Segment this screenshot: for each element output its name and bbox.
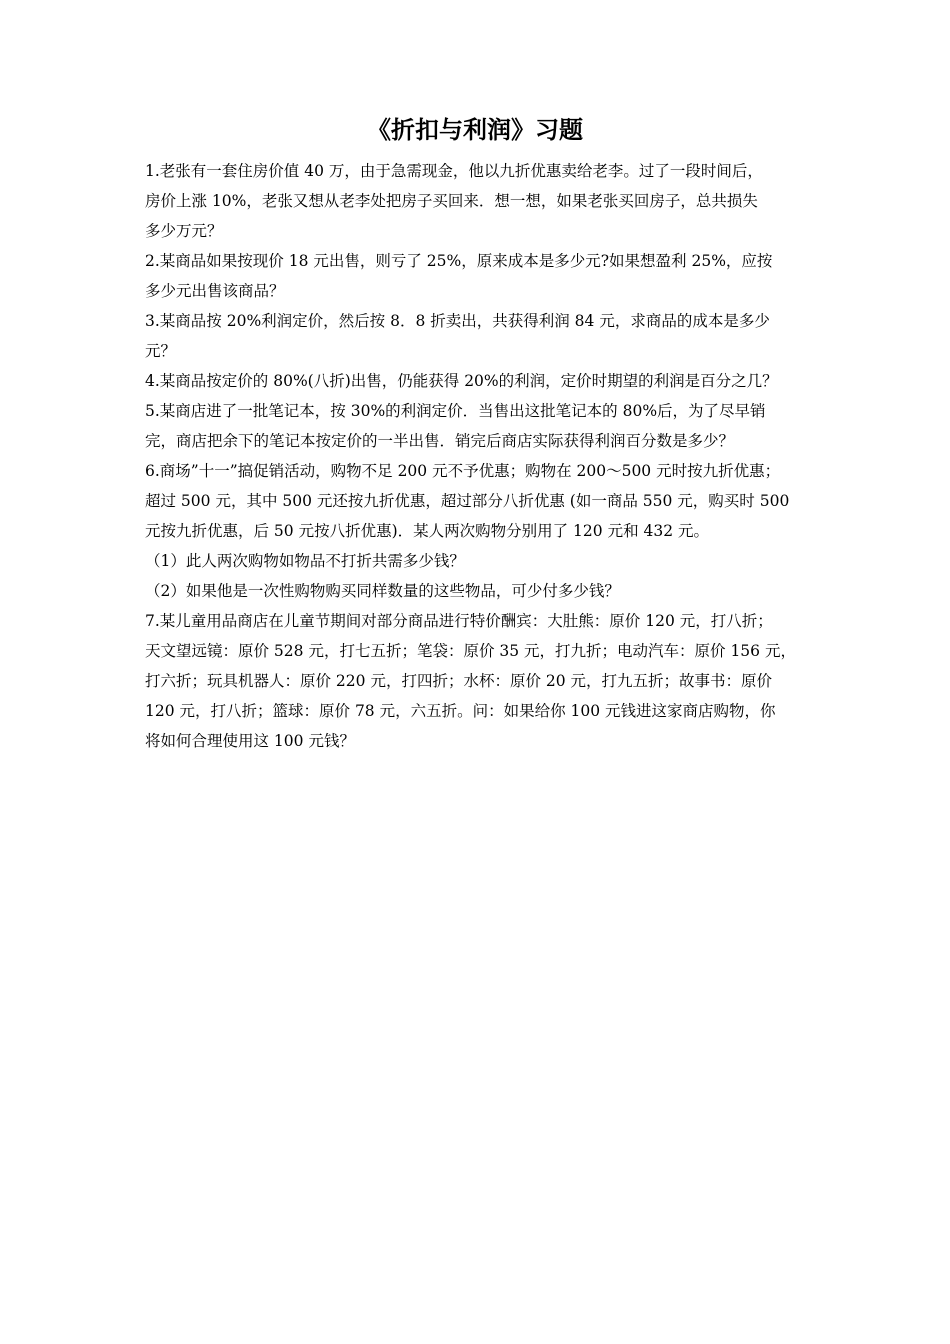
text-line: 5.某商店进了一批笔记本，按 30%的利润定价．当售出这批笔记本的 80%后，为了尽早销 [145,402,766,420]
text-line: 元按九折优惠，后 50 元按八折优惠)．某人两次购物分别用了 120 元和 432 元。 [145,522,710,540]
text-line: 将如何合理使用这 100 元钱？ [145,732,355,750]
page-title: 《折扣与利润》习题 [367,115,583,144]
text-line: （2）如果他是一次性购物购买同样数量的这些物品，可少付多少钱？ [145,582,620,600]
text-line: 2.某商品如果按现价 18 元出售，则亏了 25%，原来成本是多少元?如果想盈利 25%，应按 [145,252,773,270]
text-line: 4.某商品按定价的 80%(八折)出售，仍能获得 20%的利润，定价时期望的利润是百分之几？ [145,372,778,390]
text-line: 多少元出售该商品？ [145,282,285,300]
text-line: （1）此人两次购物如物品不打折共需多少钱？ [145,552,465,570]
text-line: 3.某商品按 20%利润定价，然后按 8．8 折卖出，共获得利润 84 元，求商品的成本是多少 [145,312,770,330]
text-line: 1.老张有一套住房价值 40 万，由于急需现金，他以九折优惠卖给老李。过了一段时间后， [145,162,763,180]
exercise-body [145,156,815,756]
text-line: 房价上涨 10%，老张又想从老李处把房子买回来．想一想，如果老张买回房子，总共损失 [145,192,758,210]
text-line: 天文望远镜：原价 528 元，打七五折；笔袋：原价 35 元，打九折；电动汽车：原价 156 元， [145,642,796,660]
text-line: 完，商店把余下的笔记本按定价的一半出售．销完后商店实际获得利润百分数是多少？ [145,432,735,450]
text-line: 超过 500 元，其中 500 元还按九折优惠，超过部分八折优惠 (如一商品 550 元，购买时 500 [145,492,790,510]
text-line: 7.某儿童用品商店在儿童节期间对部分商品进行特价酬宾：大肚熊：原价 120 元，打八折； [145,612,773,630]
text-line: 120 元，打八折；篮球：原价 78 元，六五折。问：如果给你 100 元钱进这家商店购物，你 [145,702,776,720]
text-line: 6.商场”十一”搞促销活动，购物不足 200 元不予优惠；购物在 200～500 元时按九折优惠； [145,462,781,480]
text-line: 打六折；玩具机器人：原价 220 元，打四折；水杯：原价 20 元，打九五折；故事书：原价 [145,672,773,690]
text-line: 多少万元？ [145,222,223,240]
text-line: 元？ [145,342,177,360]
